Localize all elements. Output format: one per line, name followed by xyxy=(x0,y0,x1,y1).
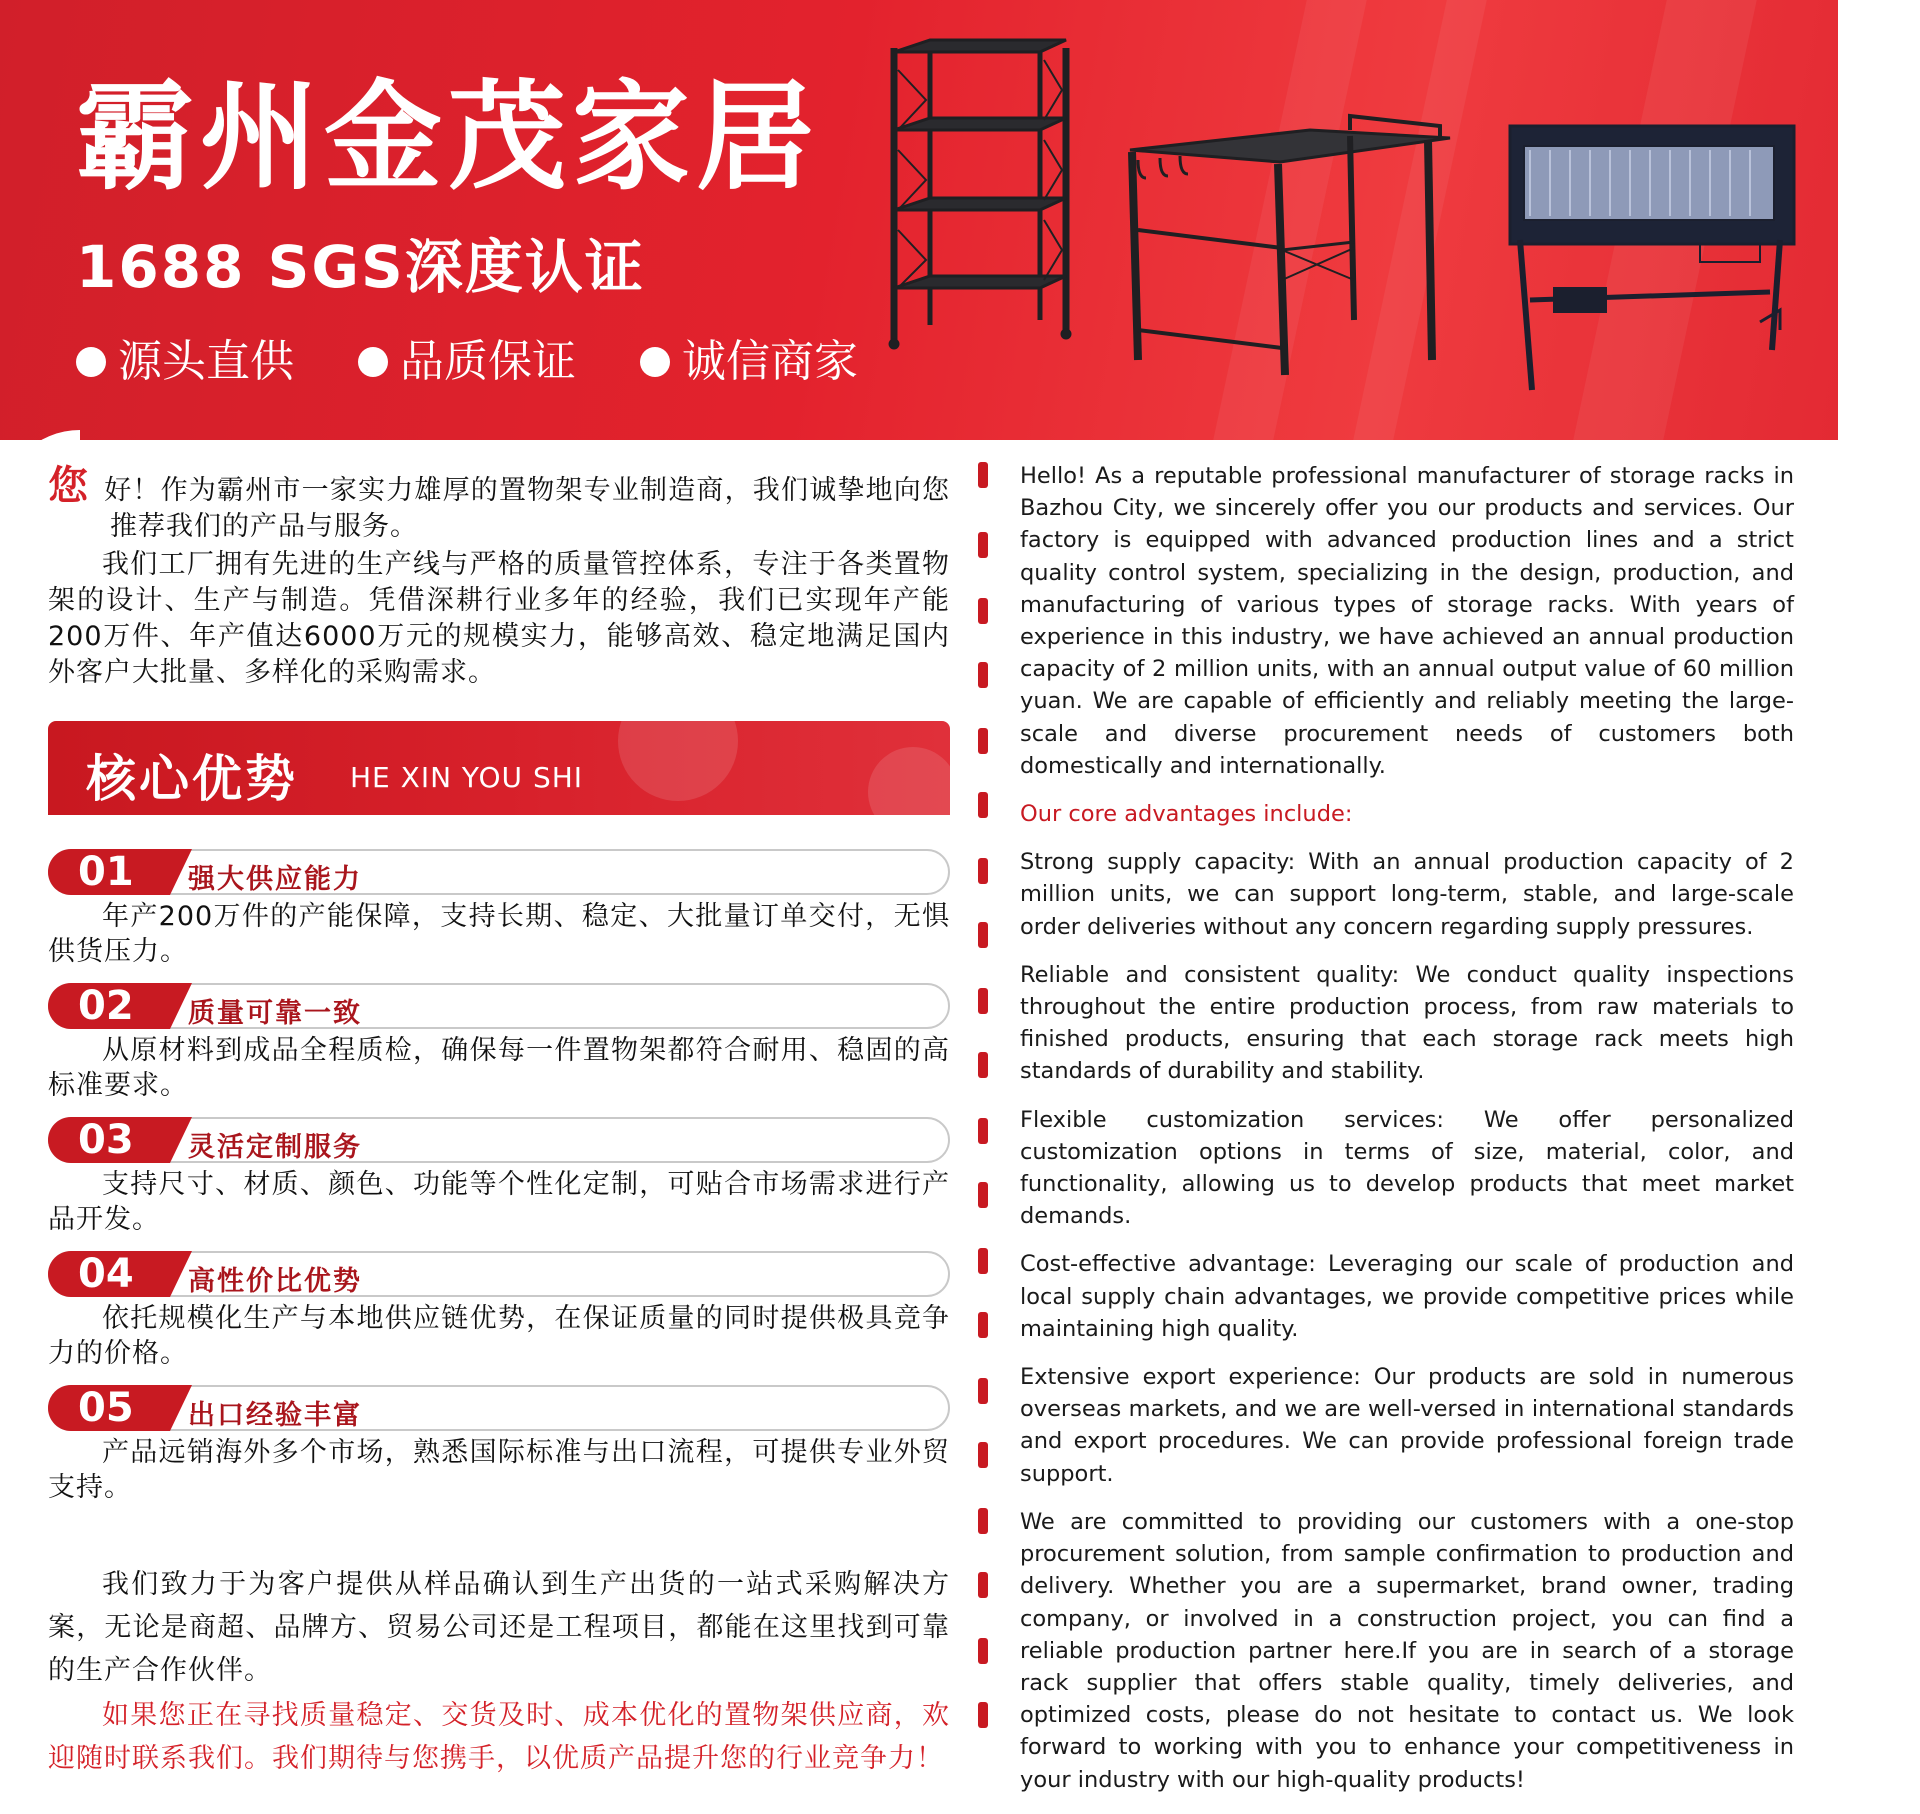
advantage-header xyxy=(48,1385,950,1431)
intro-first-char: 您 xyxy=(48,463,89,509)
divider-mark xyxy=(978,922,988,948)
english-closing: We are committed to providing our customers with a one-stop procurement solution, from sample confirmation to production and delivery. Whether you are a supermarket, brand owner, trading company, or involved in a construction project, you can find a reliable production partner here.If you are in search of a storage rack supplier that offers stable quality, timely deliveries, and optimized costs, please do not hesitate to contact us. We look forward to working with you to enhance your competitiveness in your industry with our high-quality products! xyxy=(1020,1508,1794,1793)
feature-item xyxy=(358,336,576,387)
advantage-item xyxy=(48,983,950,1103)
advantage-title: 出口经验丰富 xyxy=(188,1400,362,1431)
factory-paragraph: 我们工厂拥有先进的生产线与严格的质量管控体系，专注于各类置物架的设计、生产与制造。凭借深耕行业多年的经验，我们已实现年产能200万件、年产值达6000万元的规模实力，能够高效、稳定地满足国内外客户大批量、多样化的采购需求。 xyxy=(48,549,950,688)
divider-mark xyxy=(978,792,988,818)
advantage-desc: 产品远销海外多个市场，熟悉国际标准与出口流程，可提供专业外贸支持。 xyxy=(48,1437,950,1503)
chinese-column xyxy=(48,463,950,1780)
advantage-desc: 年产200万件的产能保障，支持长期、稳定、大批量订单交付，无惧供货压力。 xyxy=(48,901,950,967)
english-advantage: Flexible customization services: We offer personalized customization options in terms of size, material, color, and functionality, allowing us to develop products that meet market demands. xyxy=(1020,1106,1794,1230)
decor-circle xyxy=(618,721,738,801)
advantage-item xyxy=(48,1251,950,1371)
english-advantage: Cost-effective advantage: Leveraging our scale of production and local supply chain advantages, we provide competitive prices while maintaining high quality. xyxy=(1020,1251,1794,1342)
divider-mark xyxy=(978,1182,988,1208)
section-title-en: HE XIN YOU SHI xyxy=(350,761,584,794)
divider-mark xyxy=(978,662,988,688)
advantage-header xyxy=(48,983,950,1029)
bullet-icon xyxy=(358,347,388,377)
divider-mark xyxy=(978,598,988,624)
closing-paragraph: 我们致力于为客户提供从样品确认到生产出货的一站式采购解决方案，无论是商超、品牌方、贸易公司还是工程项目，都能在这里找到可靠的生产合作伙伴。 xyxy=(48,1569,950,1686)
advantage-number: 02 xyxy=(48,983,170,1029)
feature-item xyxy=(76,336,294,387)
divider-mark xyxy=(978,1442,988,1468)
english-column xyxy=(1020,460,1794,1796)
advantage-desc: 支持尺寸、材质、颜色、功能等个性化定制，可贴合市场需求进行产品开发。 xyxy=(48,1169,950,1235)
divider-mark xyxy=(978,1702,988,1728)
advantage-title: 质量可靠一致 xyxy=(188,998,362,1029)
advantage-header xyxy=(48,1251,950,1297)
english-intro: Hello! As a reputable professional manufacturer of storage racks in Bazhou City, we sincerely offer you our products and services. Our factory is equipped with advanced production lines and a strict quality control system, specializing in the design, production, and manufacturing of various types of storage racks. With years of experience in this industry, we have achieved an annual production capacity of 2 million units, with an annual output value of 60 million yuan. We are capable of efficiently and reliably meeting the large-scale and diverse procurement needs of customers both domestically and internationally. xyxy=(1020,463,1794,779)
intro-text: 好！作为霸州市一家实力雄厚的置物架专业制造商，我们诚挚地向您推荐我们的产品与服务。 xyxy=(104,475,950,542)
desk-rack-image xyxy=(1130,116,1450,375)
decor-circle xyxy=(868,747,950,815)
advantage-list xyxy=(48,849,950,1505)
advantage-title: 灵活定制服务 xyxy=(188,1132,362,1163)
divider-mark xyxy=(978,1312,988,1338)
brand-title: 霸州金茂家居 xyxy=(76,68,821,206)
closing-section xyxy=(48,1563,950,1780)
section-title: 核心优势 xyxy=(86,750,298,808)
advantage-number: 05 xyxy=(48,1385,170,1431)
advantage-number: 04 xyxy=(48,1251,170,1297)
divider-mark xyxy=(978,1638,988,1664)
divider-mark xyxy=(978,858,988,884)
divider-marks xyxy=(978,462,990,1782)
english-advantage: Extensive export experience: Our products are sold in numerous overseas markets, and we are well-versed in international standards and export procedures. We can provide professional foreign trade support. xyxy=(1020,1364,1794,1487)
english-advantages-heading: Our core advantages include: xyxy=(1020,801,1353,828)
divider-mark xyxy=(978,1118,988,1144)
divider-mark xyxy=(978,1052,988,1078)
bullet-icon xyxy=(76,347,106,377)
contact-paragraph: 如果您正在寻找质量稳定、交货及时、成本优化的置物架供应商，欢迎随时联系我们。我们期待与您携手，以优质产品提升您的行业竞争力！ xyxy=(48,1700,950,1774)
advantage-title: 强大供应能力 xyxy=(188,864,362,895)
divider-mark xyxy=(978,1572,988,1598)
english-advantage: Strong supply capacity: With an annual production capacity of 2 million units, we can support long-term, stable, and large-scale order deliveries without any concern regarding supply pressures. xyxy=(1020,849,1794,940)
feature-label: 诚信商家 xyxy=(682,336,858,387)
divider-mark xyxy=(978,532,988,558)
advantage-item xyxy=(48,849,950,969)
counter-rack-image xyxy=(1510,126,1794,390)
feature-label: 品质保证 xyxy=(400,336,576,387)
advantage-header xyxy=(48,1117,950,1163)
advantage-item xyxy=(48,1117,950,1237)
feature-item xyxy=(640,336,858,387)
header-banner xyxy=(0,0,1838,440)
feature-list xyxy=(76,336,922,387)
divider-mark xyxy=(978,1248,988,1274)
advantage-title: 高性价比优势 xyxy=(188,1266,362,1297)
bullet-icon xyxy=(640,347,670,377)
core-advantages-header xyxy=(48,721,950,815)
advantage-header xyxy=(48,849,950,895)
english-advantage: Reliable and consistent quality: We conduct quality inspections throughout the entire production process, from raw materials to finished products, ensuring that each storage rack meets high standards of durability and stability. xyxy=(1020,961,1794,1085)
advantage-number: 03 xyxy=(48,1117,170,1163)
brand-subtitle: 1688 SGS深度认证 xyxy=(76,233,645,301)
feature-label: 源头直供 xyxy=(118,336,294,387)
divider-mark xyxy=(978,728,988,754)
advantage-number: 01 xyxy=(48,849,170,895)
advantage-desc: 从原材料到成品全程质检，确保每一件置物架都符合耐用、稳固的高标准要求。 xyxy=(48,1035,950,1101)
divider-mark xyxy=(978,988,988,1014)
advantage-desc: 依托规模化生产与本地供应链优势，在保证质量的同时提供极具竞争力的价格。 xyxy=(48,1303,950,1369)
advantage-item xyxy=(48,1385,950,1505)
storage-rack-image xyxy=(889,40,1071,349)
intro-paragraph xyxy=(48,463,950,545)
product-images xyxy=(880,30,1800,410)
divider-mark xyxy=(978,462,988,488)
divider-mark xyxy=(978,1508,988,1534)
divider-mark xyxy=(978,1378,988,1404)
